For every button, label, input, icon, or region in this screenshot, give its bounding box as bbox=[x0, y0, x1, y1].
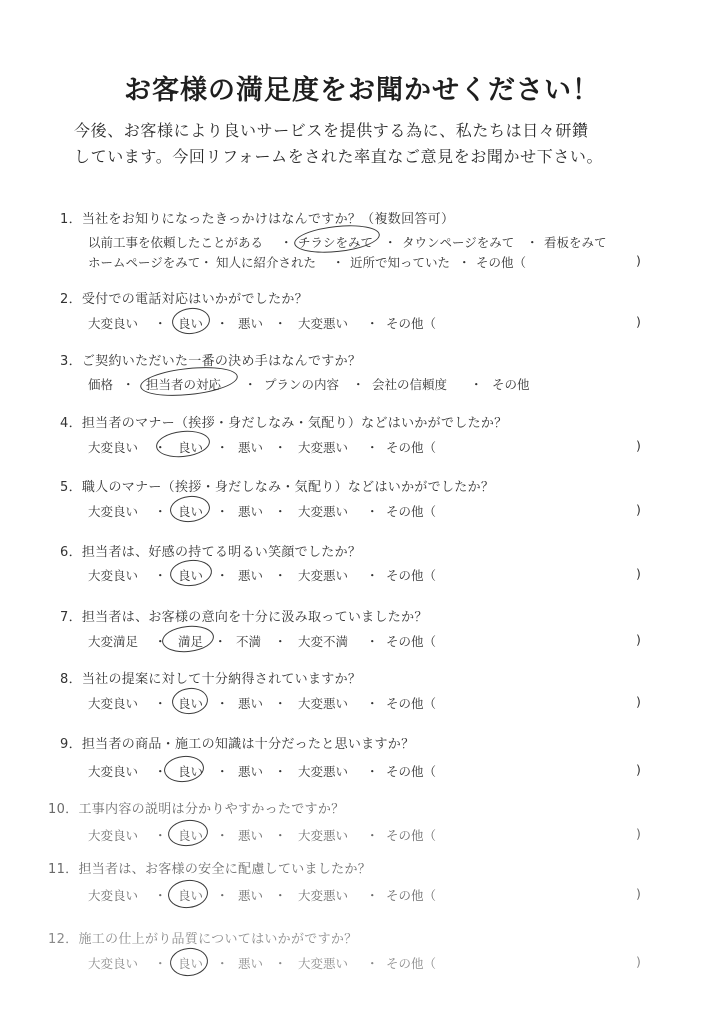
option-bad[interactable]: 悪い bbox=[238, 568, 264, 583]
option-other[interactable]: その他（ bbox=[386, 764, 437, 779]
question-4: 4．担当者のマナー（挨拶・身だしなみ・気配り）などはいかがでしたか？ bbox=[60, 416, 508, 431]
separator: ・ bbox=[154, 504, 167, 519]
separator: ・ bbox=[154, 316, 167, 331]
option-satisfied[interactable]: 満足 bbox=[178, 634, 204, 649]
option-very-good[interactable]: 大変良い bbox=[88, 696, 139, 711]
separator: ・ bbox=[366, 504, 379, 519]
option-other[interactable]: その他（ bbox=[386, 568, 437, 583]
separator: ・ bbox=[154, 888, 167, 903]
separator: ・ bbox=[216, 888, 229, 903]
option-bad[interactable]: 悪い bbox=[238, 888, 264, 903]
option-plan-content[interactable]: プランの内容 bbox=[264, 377, 340, 392]
option-very-bad[interactable]: 大変悪い bbox=[298, 504, 349, 519]
question-6: 6．担当者は、好感の持てる明るい笑顔でしたか？ bbox=[60, 545, 362, 560]
option-bad[interactable]: 悪い bbox=[238, 504, 264, 519]
option-other[interactable]: その他（ bbox=[476, 255, 527, 270]
option-other[interactable]: その他 bbox=[492, 377, 530, 392]
option-staff-response[interactable]: 担当者の対応 bbox=[146, 377, 222, 392]
option-very-bad[interactable]: 大変悪い bbox=[298, 764, 349, 779]
option-other[interactable]: その他（ bbox=[386, 634, 437, 649]
option-other[interactable]: その他（ bbox=[386, 828, 437, 843]
option-bad[interactable]: 悪い bbox=[238, 828, 264, 843]
separator: ・ bbox=[154, 440, 167, 455]
question-11: 11．担当者は、お客様の安全に配慮していましたか？ bbox=[48, 862, 372, 877]
option-very-good[interactable]: 大変良い bbox=[88, 440, 139, 455]
question-9: 9．担当者の商品・施工の知識は十分だったと思いますか？ bbox=[60, 737, 415, 752]
option-other[interactable]: その他（ bbox=[386, 440, 437, 455]
option-good[interactable]: 良い bbox=[178, 440, 204, 455]
option-good[interactable]: 良い bbox=[178, 696, 204, 711]
separator: ・ bbox=[366, 956, 379, 971]
question-8: 8．当社の提案に対して十分納得されていますか？ bbox=[60, 672, 362, 687]
separator: ・ bbox=[216, 316, 229, 331]
intro-line-1: 今後、お客様により良いサービスを提供する為に、私たちは日々研鑽 bbox=[74, 121, 589, 140]
separator: ・ bbox=[244, 377, 257, 392]
separator: ・ bbox=[384, 235, 397, 250]
close-paren: ) bbox=[636, 502, 641, 517]
question-1: 1．当社をお知りになったきっかけはなんですか？（複数回答可） bbox=[60, 212, 455, 227]
option-other[interactable]: その他（ bbox=[386, 696, 437, 711]
separator: ・ bbox=[366, 634, 379, 649]
option-very-good[interactable]: 大変良い bbox=[88, 504, 139, 519]
close-paren: ) bbox=[636, 253, 641, 268]
separator: ・ bbox=[216, 828, 229, 843]
close-paren: ) bbox=[636, 826, 641, 841]
separator: ・ bbox=[274, 634, 287, 649]
question-3: 3．ご契約いただいた一番の決め手はなんですか？ bbox=[60, 354, 362, 369]
option-company-trust[interactable]: 会社の信頼度 bbox=[372, 377, 448, 392]
separator: ・ bbox=[154, 696, 167, 711]
separator: ・ bbox=[154, 956, 167, 971]
separator: ・ bbox=[274, 696, 287, 711]
close-paren: ) bbox=[636, 694, 641, 709]
option-other[interactable]: その他（ bbox=[386, 956, 437, 971]
separator: ・ bbox=[216, 956, 229, 971]
option-good[interactable]: 良い bbox=[178, 888, 204, 903]
separator: ・ bbox=[274, 440, 287, 455]
separator: ・ bbox=[154, 568, 167, 583]
separator: ・ bbox=[274, 764, 287, 779]
separator: ・ bbox=[216, 440, 229, 455]
separator: ・ bbox=[470, 377, 483, 392]
option-referral[interactable]: 知人に紹介された bbox=[216, 255, 317, 270]
separator: ・ bbox=[458, 255, 471, 270]
separator: ・ bbox=[216, 568, 229, 583]
separator: ・ bbox=[274, 956, 287, 971]
separator: ・ bbox=[332, 255, 345, 270]
option-good[interactable]: 良い bbox=[178, 568, 204, 583]
option-other[interactable]: その他（ bbox=[386, 888, 437, 903]
separator: ・ bbox=[366, 568, 379, 583]
separator: ・ bbox=[216, 504, 229, 519]
option-very-good[interactable]: 大変良い bbox=[88, 764, 139, 779]
option-nearby[interactable]: 近所で知っていた bbox=[350, 255, 451, 270]
close-paren: ) bbox=[636, 762, 641, 777]
separator: ・ bbox=[274, 828, 287, 843]
option-price[interactable]: 価格 bbox=[88, 377, 114, 392]
option-very-good[interactable]: 大変良い bbox=[88, 828, 139, 843]
separator: ・ bbox=[274, 568, 287, 583]
option-good[interactable]: 良い bbox=[178, 828, 204, 843]
q1-options-row-2 bbox=[88, 253, 648, 271]
option-previous-order[interactable]: 以前工事を依頼したことがある bbox=[88, 235, 264, 250]
separator: ・ bbox=[154, 764, 167, 779]
separator: ・ bbox=[280, 235, 293, 250]
separator: ・ bbox=[366, 764, 379, 779]
option-very-bad[interactable]: 大変悪い bbox=[298, 696, 349, 711]
option-very-bad[interactable]: 大変悪い bbox=[298, 956, 349, 971]
close-paren: ) bbox=[636, 314, 641, 329]
option-signboard[interactable]: 看板をみて bbox=[544, 235, 607, 250]
separator: ・ bbox=[366, 828, 379, 843]
intro-line-2: しています。今回リフォームをされた率直なご意見をお聞かせ下さい。 bbox=[74, 147, 604, 166]
separator: ・ bbox=[366, 440, 379, 455]
question-5: 5．職人のマナー（挨拶・身だしなみ・気配り）などはいかがでしたか？ bbox=[60, 480, 495, 495]
option-very-good[interactable]: 大変良い bbox=[88, 956, 139, 971]
option-bad[interactable]: 悪い bbox=[238, 696, 264, 711]
option-very-good[interactable]: 大変良い bbox=[88, 888, 139, 903]
close-paren: ) bbox=[636, 886, 641, 901]
separator: ・ bbox=[366, 316, 379, 331]
separator: ・ bbox=[366, 888, 379, 903]
option-very-bad[interactable]: 大変悪い bbox=[298, 888, 349, 903]
close-paren: ) bbox=[636, 632, 641, 647]
option-very-unsatisfied[interactable]: 大変不満 bbox=[298, 634, 349, 649]
option-other[interactable]: その他（ bbox=[386, 316, 437, 331]
separator: ・ bbox=[216, 696, 229, 711]
close-paren: ) bbox=[636, 954, 641, 969]
separator: ・ bbox=[154, 634, 167, 649]
separator: ・ bbox=[526, 235, 539, 250]
answer-circle-mark bbox=[169, 946, 210, 978]
option-bad[interactable]: 悪い bbox=[238, 440, 264, 455]
option-very-satisfied[interactable]: 大変満足 bbox=[88, 634, 139, 649]
option-very-good[interactable]: 大変良い bbox=[88, 316, 139, 331]
option-unsatisfied[interactable]: 不満 bbox=[236, 634, 262, 649]
option-good[interactable]: 良い bbox=[178, 504, 204, 519]
separator: ・ bbox=[122, 377, 135, 392]
separator: ・ bbox=[216, 764, 229, 779]
option-good[interactable]: 良い bbox=[178, 956, 204, 971]
option-bad[interactable]: 悪い bbox=[238, 316, 264, 331]
separator: ・ bbox=[274, 888, 287, 903]
answer-circle-mark bbox=[167, 878, 210, 910]
option-very-bad[interactable]: 大変悪い bbox=[298, 440, 349, 455]
separator: ・ bbox=[366, 696, 379, 711]
question-2: 2．受付での電話対応はいかがでしたか？ bbox=[60, 292, 308, 307]
question-10: 10．工事内容の説明は分かりやすかったですか？ bbox=[48, 802, 345, 817]
option-flyer[interactable]: チラシをみて bbox=[298, 235, 374, 250]
option-very-bad[interactable]: 大変悪い bbox=[298, 568, 349, 583]
option-very-good[interactable]: 大変良い bbox=[88, 568, 139, 583]
separator: ・ bbox=[214, 634, 227, 649]
separator: ・ bbox=[352, 377, 365, 392]
option-townpage[interactable]: タウンページをみて bbox=[402, 235, 515, 250]
separator: ・ bbox=[274, 316, 287, 331]
option-other[interactable]: その他（ bbox=[386, 504, 437, 519]
separator: ・ bbox=[154, 828, 167, 843]
option-bad[interactable]: 悪い bbox=[238, 764, 264, 779]
option-bad[interactable]: 悪い bbox=[238, 956, 264, 971]
page-title: お客様の満足度をお聞かせください！ bbox=[124, 75, 600, 106]
separator: ・ bbox=[200, 255, 213, 270]
option-good[interactable]: 良い bbox=[178, 316, 204, 331]
close-paren: ) bbox=[636, 438, 641, 453]
option-very-bad[interactable]: 大変悪い bbox=[298, 316, 349, 331]
question-7: 7．担当者は、お客様の意向を十分に汲み取っていましたか？ bbox=[60, 610, 428, 625]
question-12: 12．施工の仕上がり品質についてはいかがですか？ bbox=[48, 932, 358, 947]
option-good[interactable]: 良い bbox=[178, 764, 204, 779]
close-paren: ) bbox=[636, 566, 641, 581]
option-homepage[interactable]: ホームページをみて bbox=[88, 255, 201, 270]
option-very-bad[interactable]: 大変悪い bbox=[298, 828, 349, 843]
separator: ・ bbox=[274, 504, 287, 519]
